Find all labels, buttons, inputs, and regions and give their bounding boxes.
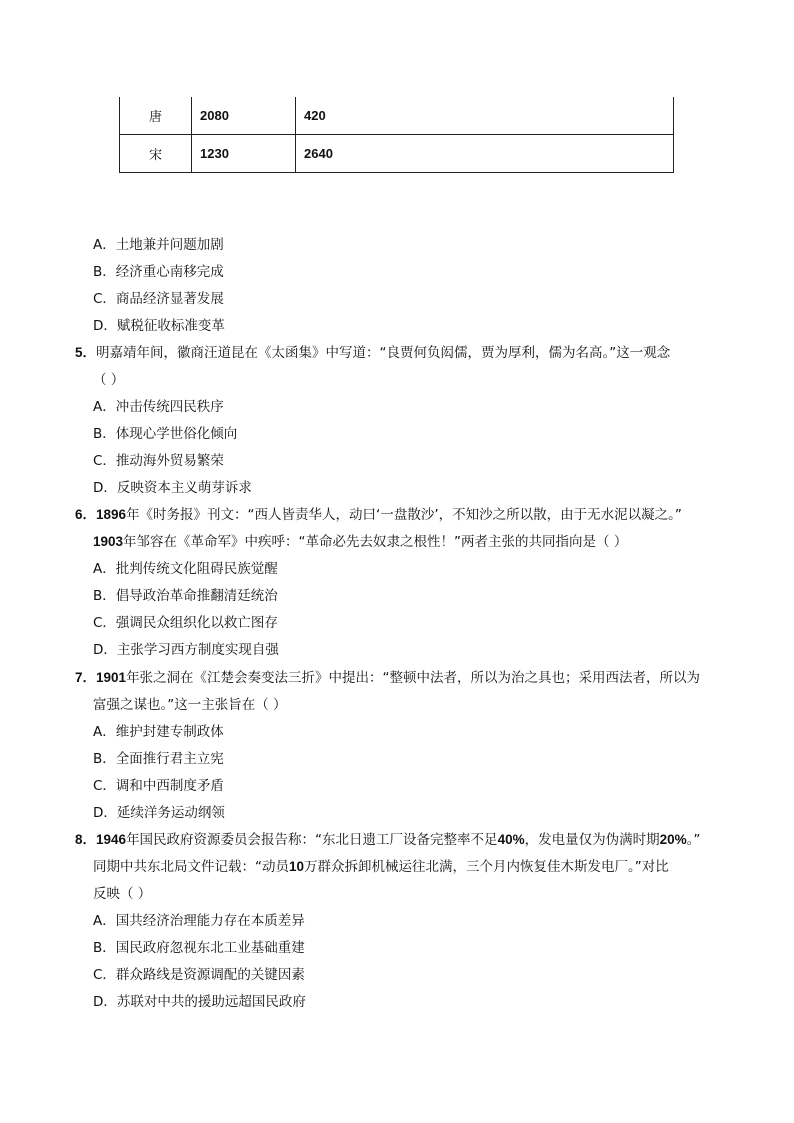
- q6-option-d: D．主张学习西方制度实现自强: [93, 642, 279, 658]
- q8-option-b: B．国民政府忽视东北工业基础重建: [93, 940, 305, 956]
- q8-option-a: A．国共经济治理能力存在本质差异: [93, 913, 305, 929]
- q8-year: 1946: [96, 832, 127, 847]
- q7-number: 7．: [75, 670, 97, 685]
- q8-stem-line2a: 同期中共东北局文件记载：“动员: [93, 859, 289, 875]
- table-row: [120, 97, 674, 135]
- q6-stem-line2: 年邹容在《革命军》中疾呼：“革命必先去奴隶之根性！”两者主张的共同指向是（ ）: [123, 534, 628, 550]
- q8-number: 8．: [75, 832, 97, 847]
- table-cell-value-a: 1230: [192, 135, 296, 173]
- q8-option-d: D．苏联对中共的援助远超国民政府: [93, 994, 306, 1010]
- q6-stem-line2-wrap: [93, 532, 627, 552]
- q7-stem-line1: 年张之洞在《江楚会奏变法三折》中提出：“整顿中法者，所以为治之具也；采用西法者，所以为: [126, 670, 701, 686]
- q8-percent-2: 20%: [659, 832, 687, 847]
- q8-stem-line3: 反映（ ）: [93, 886, 152, 902]
- q5-stem-line1: 明嘉靖年间，徽商汪道昆在《太函集》中写道：“良贾何负闳儒，贾为厚利，儒为名高。”这一观念: [96, 345, 671, 361]
- q7-stem: [75, 668, 700, 688]
- q6-stem-line1: 年《时务报》刊文：“西人皆责华人，动曰‘一盘散沙’，不知沙之所以散，由于无水泥以凝之。”: [126, 507, 682, 523]
- q6-stem: [75, 505, 682, 525]
- q5-stem-line2: （ ）: [93, 372, 125, 388]
- q7-option-d: D．延续洋务运动纲领: [93, 805, 225, 821]
- q6-option-b: B．倡导政治革命推翻清廷统治: [93, 588, 278, 604]
- q5-option-c: C．推动海外贸易繁荣: [93, 453, 224, 469]
- q8-stem-line1b: ，发电量仅为伪满时期: [524, 832, 660, 848]
- table-cell-dynasty: 唐: [120, 97, 192, 135]
- table-cell-value-b: 2640: [296, 135, 674, 173]
- q4-option-c: C．商品经济显著发展: [93, 291, 224, 307]
- q7-option-b: B．全面推行君主立宪: [93, 751, 224, 767]
- table-cell-value-a: 2080: [192, 97, 296, 135]
- q8-stem-line1a: 年国民政府资源委员会报告称：“东北日遗工厂设备完整率不足: [126, 832, 498, 848]
- q8-number-10: 10: [289, 859, 305, 874]
- q8-stem-line2b: 万群众拆卸机械运往北满，三个月内恢复佳木斯发电厂。”对比: [304, 859, 669, 875]
- q8-option-c: C．群众路线是资源调配的关键因素: [93, 967, 305, 983]
- q7-year: 1901: [96, 670, 127, 685]
- table-row: [120, 135, 674, 173]
- q4-option-a: A．土地兼并问题加剧: [93, 237, 224, 253]
- q5-option-b: B．体现心学世俗化倾向: [93, 426, 238, 442]
- q7-option-a: A．维护封建专制政体: [93, 724, 224, 740]
- q8-stem-line2: [93, 857, 669, 877]
- q5-option-d: D．反映资本主义萌芽诉求: [93, 480, 252, 496]
- q6-number: 6．: [75, 507, 97, 522]
- q5-option-a: A．冲击传统四民秩序: [93, 399, 224, 415]
- dynasty-data-table: [119, 97, 674, 173]
- q8-stem-line1c: 。”: [686, 832, 701, 848]
- q8-percent-1: 40%: [497, 832, 525, 847]
- q4-option-d: D．赋税征收标准变革: [93, 318, 225, 334]
- q8-stem: [75, 830, 700, 850]
- table-cell-dynasty: 宋: [120, 135, 192, 173]
- table-cell-value-b: 420: [296, 97, 674, 135]
- q6-year1: 1896: [96, 507, 127, 522]
- q4-option-b: B．经济重心南移完成: [93, 264, 224, 280]
- q7-option-c: C．调和中西制度矛盾: [93, 778, 224, 794]
- q5-stem: [75, 343, 670, 363]
- q6-option-a: A．批判传统文化阻碍民族觉醒: [93, 561, 278, 577]
- q7-stem-line2: 富强之谋也。”这一主张旨在（ ）: [93, 697, 287, 713]
- q6-year2: 1903: [93, 534, 124, 549]
- q5-number: 5．: [75, 345, 97, 360]
- q6-option-c: C．强调民众组织化以救亡图存: [93, 615, 278, 631]
